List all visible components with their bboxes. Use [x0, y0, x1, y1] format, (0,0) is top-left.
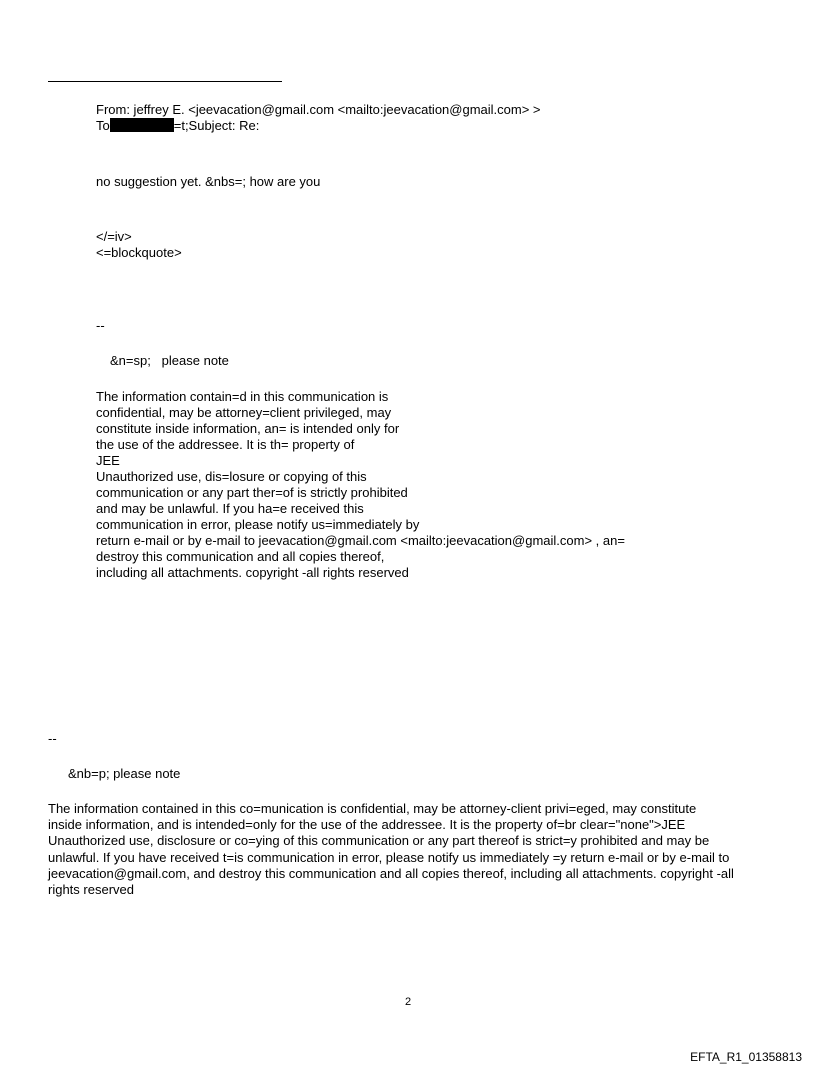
disclaimer-line: The information contained in this co=munication is confidential, may be attorney-client privi=eged, may constitute	[48, 801, 697, 816]
disclaimer-line: return e-mail or by e-mail to jeevacation@gmail.com <mailto:jeevacation@gmail.com> , an=	[96, 533, 625, 548]
outer-please-note: &nb=p; please note	[68, 766, 181, 781]
redaction-box	[110, 118, 174, 132]
quoted-disclaimer	[96, 389, 625, 581]
bates-number: EFTA_R1_01358813	[690, 1050, 802, 1064]
outer-signature-separator: --	[48, 731, 57, 746]
to-subject-text: =t;Subject: Re:	[173, 118, 260, 133]
disclaimer-line: constitute inside information, an= is intended only for	[96, 421, 400, 436]
disclaimer-line: the use of the addressee. It is th= property of	[96, 437, 355, 452]
disclaimer-line: communication or any part ther=of is strictly prohibited	[96, 485, 408, 500]
outer-disclaimer	[48, 801, 778, 898]
quoted-body-line: no suggestion yet. &nbs=; how are you	[96, 174, 321, 189]
disclaimer-line: Unauthorized use, disclosure or co=ying of this communication or any part thereof is strict=y prohibited and may be	[48, 833, 710, 849]
separator-rule	[48, 81, 282, 82]
disclaimer-line: jeevacation@gmail.com, and destroy this communication and all copies thereof, including all attachments. copyright -all	[48, 865, 734, 881]
from-line: From: jeffrey E. <jeevacation@gmail.com <mailto:jeevacation@gmail.com> >	[96, 102, 541, 117]
html-artifact-div: </=iv>	[96, 229, 132, 244]
disclaimer-line: and may be unlawful. If you ha=e received this	[96, 501, 364, 516]
disclaimer-line: destroy this communication and all copies thereof,	[96, 549, 385, 564]
disclaimer-line: inside information, and is intended=only for the use of the addressee. It is the property of=br clear="none">JEE	[48, 817, 686, 833]
to-label: To	[96, 118, 110, 133]
html-artifact-blockquote: <=blockquote>	[96, 245, 182, 260]
quoted-signature-separator: --	[96, 318, 105, 333]
disclaimer-line: including all attachments. copyright -all rights reserved	[96, 565, 409, 580]
to-subject-line	[96, 118, 259, 134]
disclaimer-line: Unauthorized use, dis=losure or copying of this	[96, 469, 367, 484]
disclaimer-line: The information contain=d in this communication is	[96, 389, 389, 404]
page-number: 2	[404, 996, 412, 1008]
disclaimer-line: JEE	[96, 453, 120, 468]
disclaimer-line: communication in error, please notify us=immediately by	[96, 517, 420, 532]
disclaimer-line: confidential, may be attorney=client privileged, may	[96, 405, 392, 420]
disclaimer-line: rights reserved	[48, 882, 134, 898]
quoted-please-note: &n=sp; please note	[110, 353, 229, 368]
disclaimer-line: unlawful. If you have received t=is communication in error, please notify us immediately =y return e-mail or by e-mail to	[48, 849, 730, 865]
